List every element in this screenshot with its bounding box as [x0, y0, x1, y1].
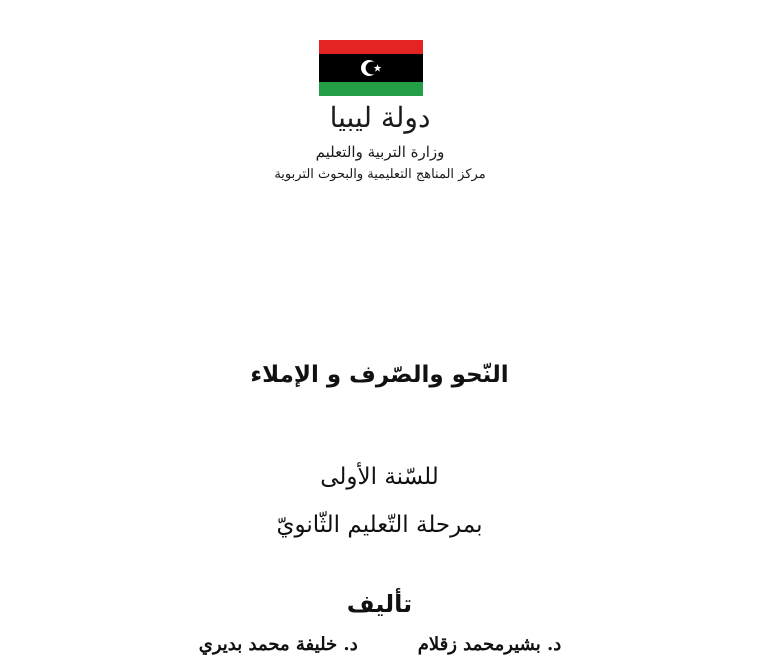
authorship-heading: تأليف: [346, 590, 413, 618]
state-name: دولة ليبيا: [329, 101, 431, 134]
author-name: د. بشيرمحمد زقلام: [417, 634, 562, 655]
book-title: النّحو والصّرف و الإملاء: [250, 362, 509, 388]
education-stage: بمرحلة التّعليم الثّانويّ: [276, 512, 483, 538]
flag-red-stripe: [319, 40, 423, 54]
curriculum-center-name: مركز المناهج التعليمية والبحوث التربوية: [274, 167, 486, 182]
grade-year: للسّنة الأولى: [320, 464, 439, 490]
flag-green-stripe: [319, 82, 423, 96]
libya-flag: [319, 40, 423, 96]
authors-list: [160, 630, 600, 660]
ministry-name: وزارة التربية والتعليم: [315, 143, 445, 161]
author-name: د. خليفة محمد بديري: [198, 634, 358, 655]
